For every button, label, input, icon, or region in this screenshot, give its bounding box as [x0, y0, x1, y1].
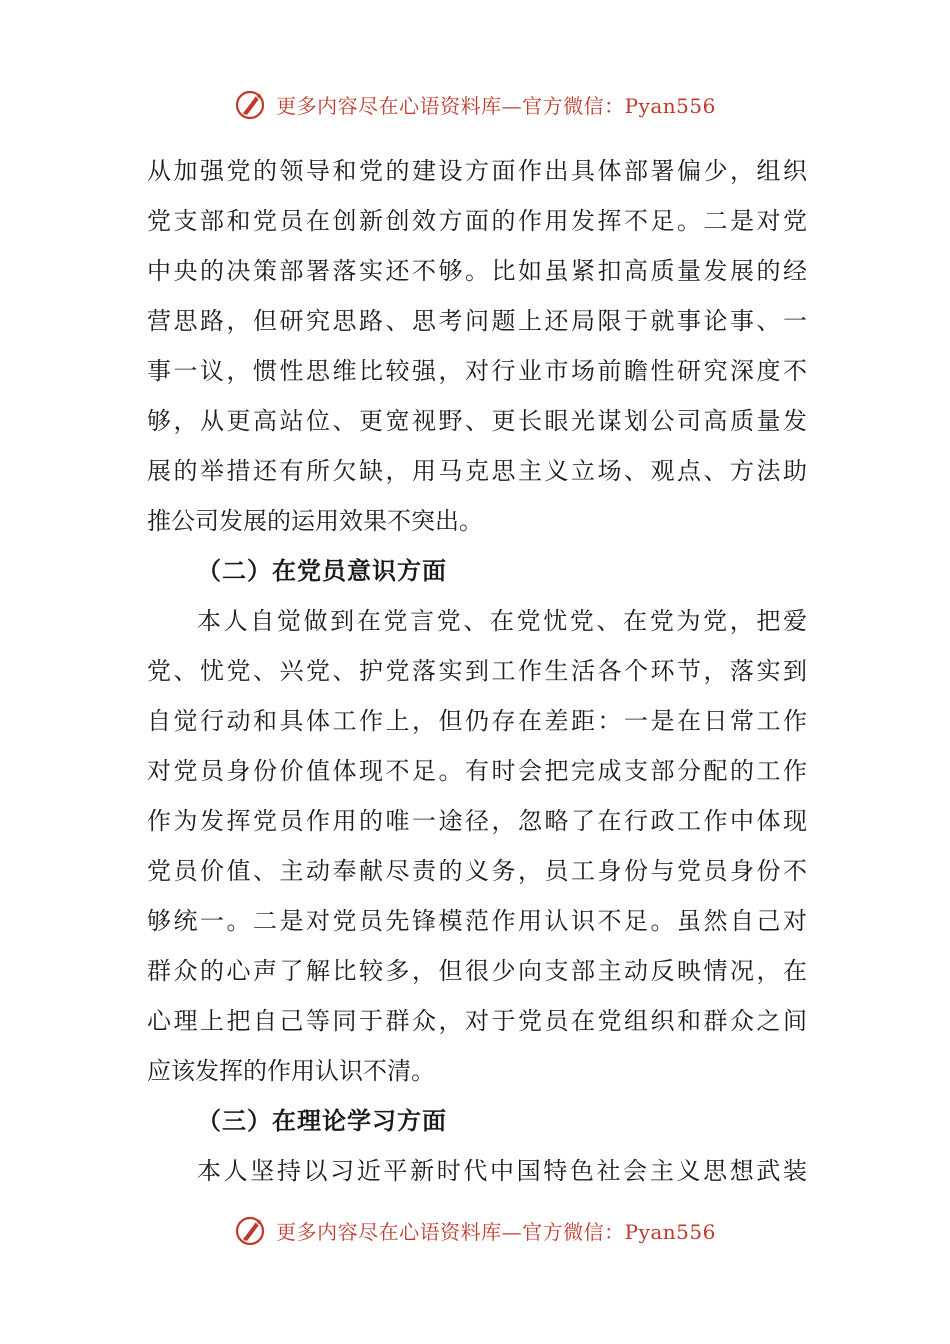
watermark-text: 更多内容尽在心语资料库—官方微信：Pyan556	[276, 93, 716, 118]
text-line: 作为发挥党员作用的唯一途径，忽略了在行政工作中体现	[147, 807, 807, 835]
text-line: 够统一。二是对党员先锋模范作用认识不足。虽然自己对	[147, 907, 807, 935]
watermark-text: 更多内容尽在心语资料库—官方微信：Pyan556	[276, 1219, 716, 1244]
document-body	[147, 146, 807, 1196]
text-line: 展的举措还有所欠缺，用马克思主义立场、观点、方法助	[147, 457, 807, 485]
text-line: 营思路，但研究思路、思考问题上还局限于就事论事、一	[147, 307, 807, 335]
text-line: 事一议，惯性思维比较强，对行业市场前瞻性研究深度不	[147, 357, 807, 385]
section-heading-theory-study: （三）在理论学习方面	[197, 1107, 447, 1135]
text-line: 自觉行动和具体工作上，但仍存在差距：一是在日常工作	[147, 707, 807, 735]
text-line: 本人自觉做到在党言党、在党忧党、在党为党，把爱	[197, 607, 807, 635]
text-line: 心理上把自己等同于群众，对于党员在党组织和群众之间	[147, 1007, 807, 1035]
paragraph-3	[147, 1146, 807, 1196]
text-line: 群众的心声了解比较多，但很少向支部主动反映情况，在	[147, 957, 807, 985]
paragraph-2	[147, 596, 807, 1096]
text-line: 中央的决策部署落实还不够。比如虽紧扣高质量发展的经	[147, 257, 807, 285]
text-line: 对党员身份价值体现不足。有时会把完成支部分配的工作	[147, 757, 807, 785]
section-heading-party-member-awareness: （二）在党员意识方面	[197, 557, 447, 585]
text-line: 党、忧党、兴党、护党落实到工作生活各个环节，落实到	[147, 657, 807, 685]
text-line: 够，从更高站位、更宽视野、更长眼光谋划公司高质量发	[147, 407, 807, 435]
text-line: 应该发挥的作用认识不清。	[147, 1057, 435, 1085]
text-line: 本人坚持以习近平新时代中国特色社会主义思想武装	[197, 1157, 807, 1185]
pen-nib-circle-icon	[234, 1212, 270, 1248]
header-watermark-banner	[0, 82, 950, 126]
pen-nib-circle-icon	[234, 86, 270, 122]
footer-watermark-banner	[0, 1208, 950, 1252]
text-line: 推公司发展的运用效果不突出。	[147, 507, 483, 535]
text-line: 从加强党的领导和党的建设方面作出具体部署偏少，组织	[147, 157, 807, 185]
text-line: 党支部和党员在创新创效方面的作用发挥不足。二是对党	[147, 207, 807, 235]
paragraph-1	[147, 146, 807, 546]
text-line: 党员价值、主动奉献尽责的义务，员工身份与党员身份不	[147, 857, 807, 885]
